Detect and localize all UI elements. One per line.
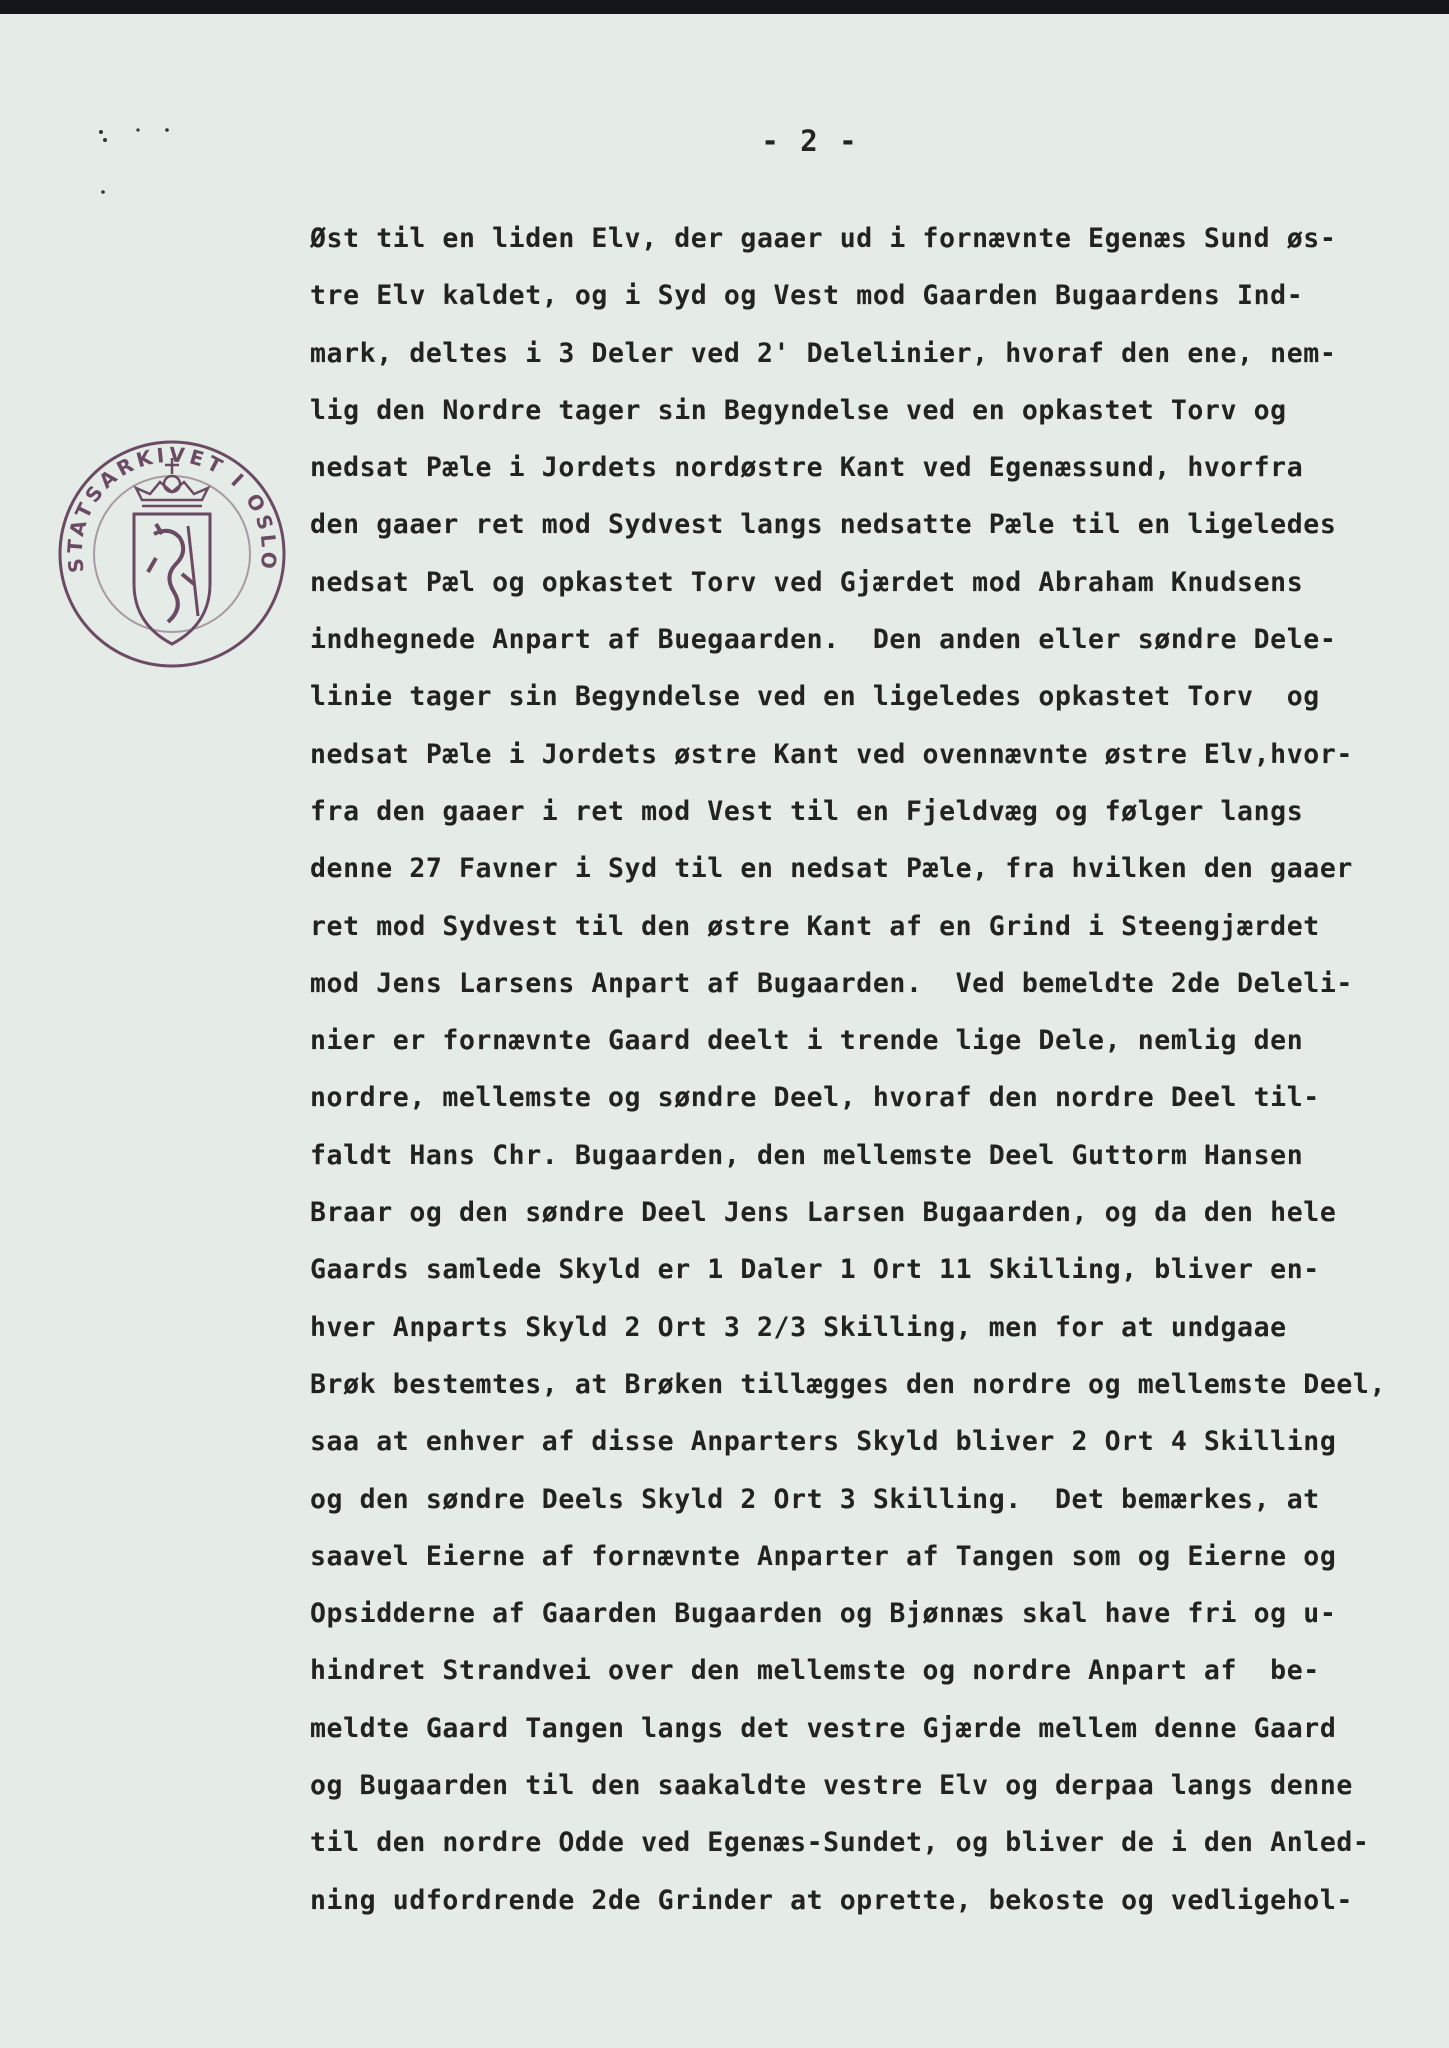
- text-line: hver Anparts Skyld 2 Ort 3 2/3 Skilling, men for at undgaae: [310, 1311, 1287, 1343]
- text-line: meldte Gaard Tangen langs det vestre Gjærde mellem denne Gaard: [310, 1712, 1337, 1744]
- text-line: Øst til en liden Elv, der gaaer ud i fornævnte Egenæs Sund øs-: [310, 223, 1337, 254]
- text-line: saa at enhver af disse Anparters Skyld bliver 2 Ort 4 Skilling: [310, 1426, 1337, 1458]
- text-line: Opsidderne af Gaarden Bugaarden og Bjønnæs skal have fri og u-: [310, 1598, 1337, 1630]
- text-line: indhegnede Anpart af Buegaarden. Den anden eller søndre Dele-: [310, 624, 1337, 656]
- text-line: denne 27 Favner i Syd til en nedsat Pæle, fra hvilken den gaaer: [310, 853, 1353, 885]
- text-line: nedsat Pæle i Jordets østre Kant ved ovennævnte østre Elv,hvor-: [310, 738, 1353, 770]
- svg-text:STATSARKIVET I OSLO: STATSARKIVET I OSLO: [62, 442, 282, 575]
- page-number: - 2 -: [761, 124, 859, 158]
- document-page: [0, 14, 1449, 2048]
- text-line: nordre, mellemste og søndre Deel, hvoraf den nordre Deel til-: [310, 1082, 1320, 1114]
- text-line: Braar og den søndre Deel Jens Larsen Bugaarden, og da den hele: [310, 1197, 1337, 1229]
- text-line: ning udfordrende 2de Grinder at oprette, bekoste og vedligehol-: [310, 1884, 1353, 1916]
- lion-shield-icon: [134, 514, 210, 644]
- archive-stamp: [52, 434, 292, 674]
- text-line: Gaards samlede Skyld er 1 Daler 1 Ort 11 Skilling, bliver en-: [310, 1254, 1320, 1286]
- text-line: saavel Eierne af fornævnte Anparter af Tangen som og Eierne og: [310, 1540, 1337, 1572]
- text-line: hindret Strandvei over den mellemste og nordre Anpart af be-: [310, 1655, 1320, 1687]
- text-line: og den søndre Deels Skyld 2 Ort 3 Skilling. Det bemærkes, at: [310, 1483, 1320, 1515]
- text-line: nedsat Pæle i Jordets nordøstre Kant ved Egenæssund, hvorfra: [310, 452, 1304, 484]
- text-line: nedsat Pæl og opkastet Torv ved Gjærdet mod Abraham Knudsens: [310, 566, 1304, 598]
- text-line: mod Jens Larsens Anpart af Bugaarden. Ved bemeldte 2de Deleli-: [310, 967, 1353, 999]
- text-line: til den nordre Odde ved Egenæs-Sundet, og bliver de i den Anled-: [310, 1827, 1370, 1859]
- text-line: mark, deltes i 3 Deler ved 2' Delelinier, hvoraf den ene, nem-: [310, 337, 1337, 369]
- text-line: nier er fornævnte Gaard deelt i trende lige Dele, nemlig den: [310, 1025, 1304, 1057]
- text-line: linie tager sin Begyndelse ved en ligeledes opkastet Torv og: [310, 681, 1320, 713]
- text-line: Brøk bestemtes, at Brøken tillægges den nordre og mellemste Deel,: [310, 1368, 1387, 1400]
- text-line: faldt Hans Chr. Bugaarden, den mellemste Deel Guttorm Hansen: [310, 1139, 1304, 1171]
- text-line: lig den Nordre tager sin Begyndelse ved en opkastet Torv og: [310, 394, 1287, 426]
- document-body: [310, 210, 1435, 1929]
- text-line: den gaaer ret mod Sydvest langs nedsatte Pæle til en ligeledes: [310, 509, 1337, 541]
- text-line: ret mod Sydvest til den østre Kant af en Grind i Steengjærdet: [310, 910, 1320, 942]
- text-line: fra den gaaer i ret mod Vest til en Fjeldvæg og følger langs: [310, 795, 1304, 827]
- text-line: tre Elv kaldet, og i Syd og Vest mod Gaarden Bugaardens Ind-: [310, 280, 1304, 312]
- text-line: og Bugaarden til den saakaldte vestre Elv og derpaa langs denne: [310, 1770, 1353, 1802]
